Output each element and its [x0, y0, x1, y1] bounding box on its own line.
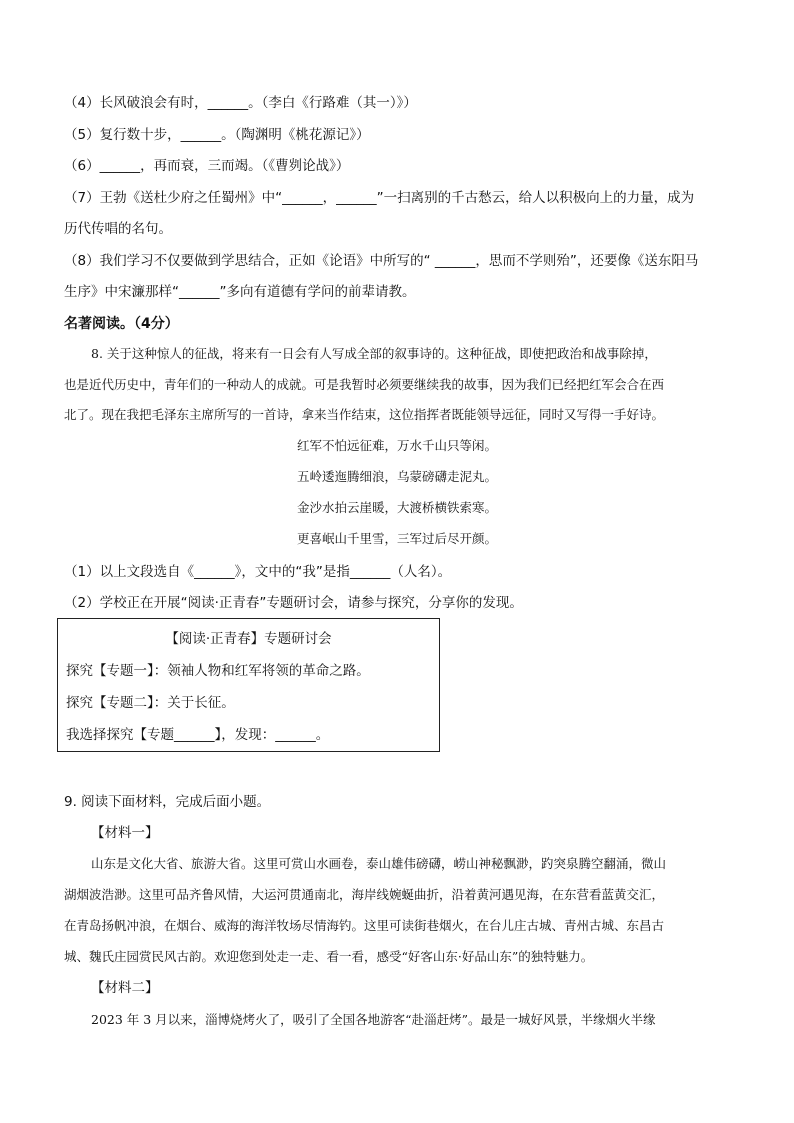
seminar-box-title: 【阅读·正青春】专题研讨会: [165, 631, 332, 647]
seminar-topic-2: 探究【专题二】：关于长征。: [66, 695, 235, 711]
q8-sub-question-2: （2）学校正在开展“阅读·正青春”专题研讨会，请参与探究，分享你的发现。: [64, 595, 523, 611]
blank-item-4: （4）长风破浪会有时，______。（李白《行路难（其一）》）: [64, 95, 417, 111]
material-1-line: 在青岛扬帆冲浪，在烟台、威海的海洋牧场尽情海钓。这里可读街巷烟火，在台儿庄古城、青州古城、东昌古: [64, 918, 665, 933]
blank-item-5: （5）复行数十步，______。（陶渊明《桃花源记》）: [64, 127, 370, 143]
section-title: 名著阅读。（4分）: [64, 316, 179, 332]
seminar-topic-1: 探究【专题一】：领袖人物和红军将领的革命之路。: [66, 663, 370, 679]
q8-passage-line: 也是近代历史中，青年们的一种动人的成就。可是我暂时必须要继续我的故事，因为我们已经把红军会合在西: [64, 377, 665, 392]
q8-passage-line: 8. 关于这种惊人的征战，将来有一日会有人写成全部的叙事诗的。这种征战，即使把政治和战事除掉，: [91, 346, 657, 361]
seminar-box: [57, 618, 440, 752]
seminar-choice: 我选择探究【专题______】，发现：______。: [66, 727, 330, 743]
poem-line: 五岭逶迤腾细浪，乌蒙磅礴走泥丸。: [296, 469, 497, 484]
poem-line: 金沙水拍云崖暖，大渡桥横铁索寒。: [296, 500, 497, 515]
poem-line: 红军不怕远征难，万水千山只等闲。: [296, 438, 497, 453]
blank-item-8-continued: 生序》中宋濂那样“______”多向有道德有学问的前辈请教。: [64, 284, 416, 300]
blank-item-8: （8）我们学习不仅要做到学思结合，正如《论语》中所写的“ ______，思而不学则殆”，还要像《送东阳马: [64, 253, 699, 269]
material-2-label: 【材料二】: [91, 980, 159, 996]
q9-intro: 9. 阅读下面材料，完成后面小题。: [64, 794, 271, 810]
material-1-label: 【材料一】: [91, 825, 159, 841]
blank-item-7-continued: 历代传唱的名句。: [64, 221, 172, 237]
q8-sub-question-1: （1）以上文段选自《______》，文中的“我”是指______（人名）。: [64, 564, 452, 580]
material-2-line: 2023 年 3 月以来，淄博烧烤火了，吸引了全国各地游客“赴淄赶烤”。最是一城好风景，半缘烟火半缘: [91, 1012, 656, 1027]
poem-line: 更喜岷山千里雪，三军过后尽开颜。: [296, 531, 497, 546]
blank-item-6: （6）______，再而衰，三而竭。（《曹刿论战》）: [64, 158, 350, 174]
material-1-line: 城、魏氏庄园赏民风古韵。欢迎您到处走一走、看一看，感受“好客山东·好品山东”的独特魅力。: [64, 949, 594, 964]
material-1-line: 湖烟波浩渺。这里可品齐鲁风情，大运河贯通南北，海岸线婉蜒曲折，沿着黄河遇见海，在东营看蓝黄交汇，: [64, 887, 665, 902]
q8-passage-line: 北了。现在我把毛泽东主席所写的一首诗，拿来当作结束，这位指挥者既能领导远征，同时又写得一手好诗。: [64, 407, 665, 422]
blank-item-7: （7）王勃《送杜少府之任蜀州》中“______，______”一扫离别的千古愁云，给人以积极向上的力量，成为: [64, 190, 695, 206]
material-1-line: 山东是文化大省、旅游大省。这里可赏山水画卷，泰山雄伟磅礴，崂山神秘飘渺，趵突泉腾空翻涌，微山: [91, 856, 667, 871]
